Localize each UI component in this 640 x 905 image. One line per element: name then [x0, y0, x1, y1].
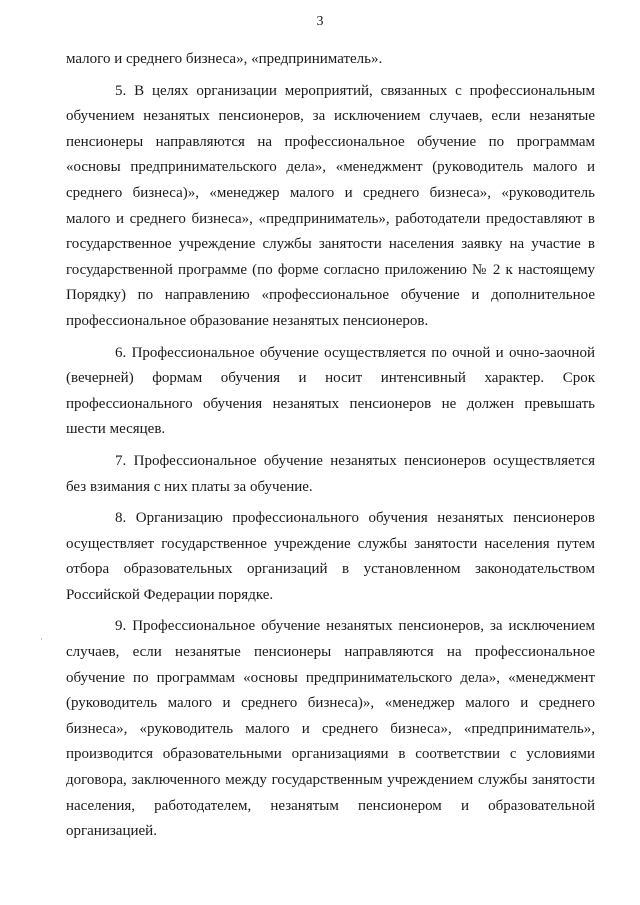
paragraph-item-6: 6. Профессиональное обучение осуществляется по очной и очно-заочной (вечерней) формам обучения и носит интенсивный характер. Срок профессионального обучения незанятых пенсионеров не должен превышать шести месяцев.: [66, 344, 595, 438]
paragraph-item-8: 8. Организацию профессионального обучения незанятых пенсионеров осуществляет государственное учреждение службы занятости населения путем отбора образовательных организаций в установленном законодательством Российской Федерации порядке.: [66, 510, 595, 603]
paragraph-continuation: малого и среднего бизнеса», «предприниматель».: [66, 51, 383, 67]
paragraph-item-7: 7. Профессиональное обучение незанятых пенсионеров осуществляется без взимания с них платы за обучение.: [66, 452, 595, 495]
paragraph-item-9: 9. Профессиональное обучение незанятых пенсионеров, за исключением случаев, если незанятые пенсионеры направляются на профессиональное обучение по программам «основы предпринимательского дела», «менеджмент (руководитель малого и среднего бизнеса)», «менеджер малого и среднего бизнеса», «руководитель малого и среднего бизнеса», «предприниматель», производится образовательными организациями в соответствии с условиями договора, заключенного между государственным учреждением службы занятости населения, работодателем, незанятым пенсионером и образовательной организацией.: [66, 618, 595, 840]
margin-mark: ·: [40, 634, 43, 644]
document-body: [66, 47, 595, 851]
paragraph-item-5: 5. В целях организации мероприятий, связанных с профессиональным обучением незанятых пенсионеров, за исключением случаев, если незанятые пенсионеры направляются на профессиональное обучение по программам «основы предпринимательского дела», «менеджмент (руководитель малого и среднего бизнеса)», «менеджер малого и среднего бизнеса», «руководитель малого и среднего бизнеса», «предприниматель», работодатели предоставляют в государственное учреждение службы занятости населения заявку на участие в государственной программе (по форме согласно приложению № 2 к настоящему Порядку) по направлению «профессиональное обучение и дополнительное профессиональное образование незанятых пенсионеров.: [66, 82, 595, 329]
page-number: 3: [316, 14, 324, 29]
